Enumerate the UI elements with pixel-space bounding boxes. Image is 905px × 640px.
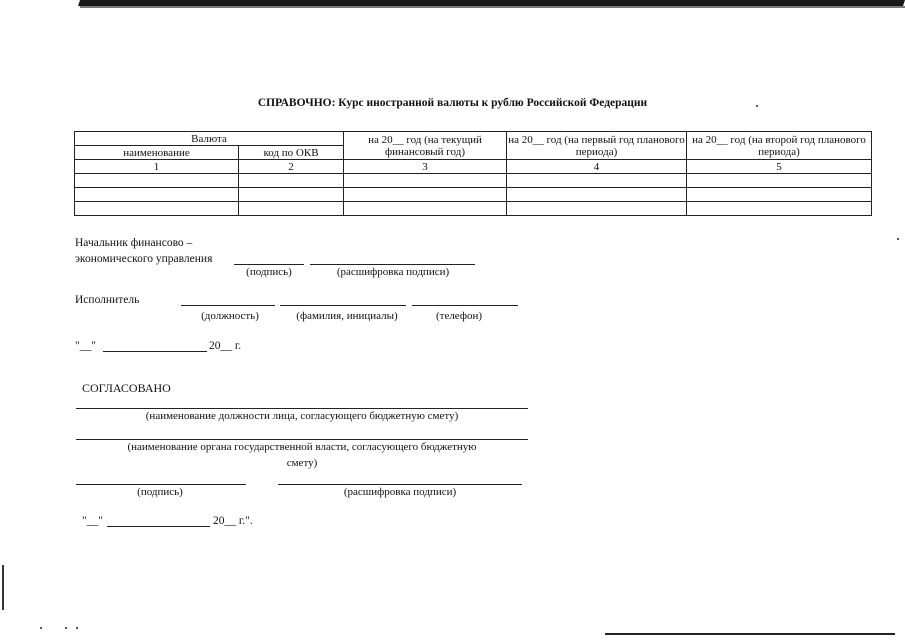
approval-signature-caption: (подпись) [137,486,183,498]
scan-dot [65,627,67,629]
date1-day: "__" [75,340,96,352]
executor-position-line[interactable] [181,305,275,306]
approval-transcript-line[interactable] [278,484,522,485]
approval-official-caption: (наименование должности лица, согласующего бюджетную смету) [145,410,459,422]
column-number: 2 [239,160,344,174]
approval-authority-caption-2: смету) [286,457,318,469]
table-row [75,174,872,188]
header-second-plan-year: на 20__ год (на второй год планового периода) [687,132,872,160]
table-cell[interactable] [507,174,687,188]
column-number: 4 [507,160,687,174]
header-currency-name: наименование [75,146,239,160]
executor-label: Исполнитель [75,294,140,306]
table-cell[interactable] [75,188,239,202]
table-cell[interactable] [75,174,239,188]
column-number: 3 [344,160,507,174]
scan-artifact-bottom [605,633,895,635]
table-cell[interactable] [344,174,507,188]
date1-year: 20__ г. [209,340,242,352]
table-cell[interactable] [344,188,507,202]
scan-dot [40,627,42,629]
table-cell[interactable] [344,202,507,216]
head-signature-caption: (подпись) [246,266,292,278]
column-number: 5 [687,160,872,174]
head-transcript-caption: (расшифровка подписи) [336,266,450,278]
table-cell[interactable] [507,202,687,216]
scan-dot [76,627,78,629]
approval-transcript-caption: (расшифровка подписи) [343,486,457,498]
executor-phone-caption: (телефон) [435,310,483,322]
head-transcript-line[interactable] [310,264,475,265]
date2-month-line[interactable] [107,526,210,527]
header-okv-code: код по ОКВ [239,146,344,160]
currency-rate-table [74,131,872,216]
table-header-row [75,132,872,146]
document-title: СПРАВОЧНО: Курс иностранной валюты к рублю Российской Федерации [257,97,648,109]
table-cell[interactable] [687,174,872,188]
head-label-line1: Начальник финансово – [75,237,193,249]
table-cell[interactable] [75,202,239,216]
table-row [75,188,872,202]
scan-artifact-left [2,565,4,610]
date2-year: 20__ г.". [213,515,253,527]
date2-day: "__" [82,515,103,527]
executor-position-caption: (должность) [201,310,259,322]
executor-phone-line[interactable] [412,305,518,306]
approval-authority-caption-1: (наименование органа государственной власти, согласующего бюджетную [127,441,477,453]
table-row [75,202,872,216]
table-cell[interactable] [507,188,687,202]
header-currency: Валюта [75,132,344,146]
approval-signature-line[interactable] [76,484,246,485]
header-first-plan-year: на 20__ год (на первый год планового периода) [508,133,685,158]
table-cell[interactable] [239,202,344,216]
header-current-year: на 20__ год (на текущий финансовый год) [344,132,507,160]
scan-dot [897,238,899,240]
column-number: 1 [75,160,239,174]
approval-heading: СОГЛАСОВАНО [82,381,171,395]
head-label-line2: экономического управления [75,253,213,265]
executor-name-caption: (фамилия, инициалы) [296,310,398,322]
table-cell[interactable] [687,188,872,202]
head-signature-line[interactable] [234,264,304,265]
approval-authority-line[interactable] [76,439,528,440]
executor-name-line[interactable] [280,305,406,306]
table-cell[interactable] [687,202,872,216]
approval-official-line[interactable] [76,408,528,409]
table-cell[interactable] [239,174,344,188]
table-number-row [75,160,872,174]
table-cell[interactable] [239,188,344,202]
scan-edge-shadow [80,6,905,8]
date1-month-line[interactable] [103,351,207,352]
